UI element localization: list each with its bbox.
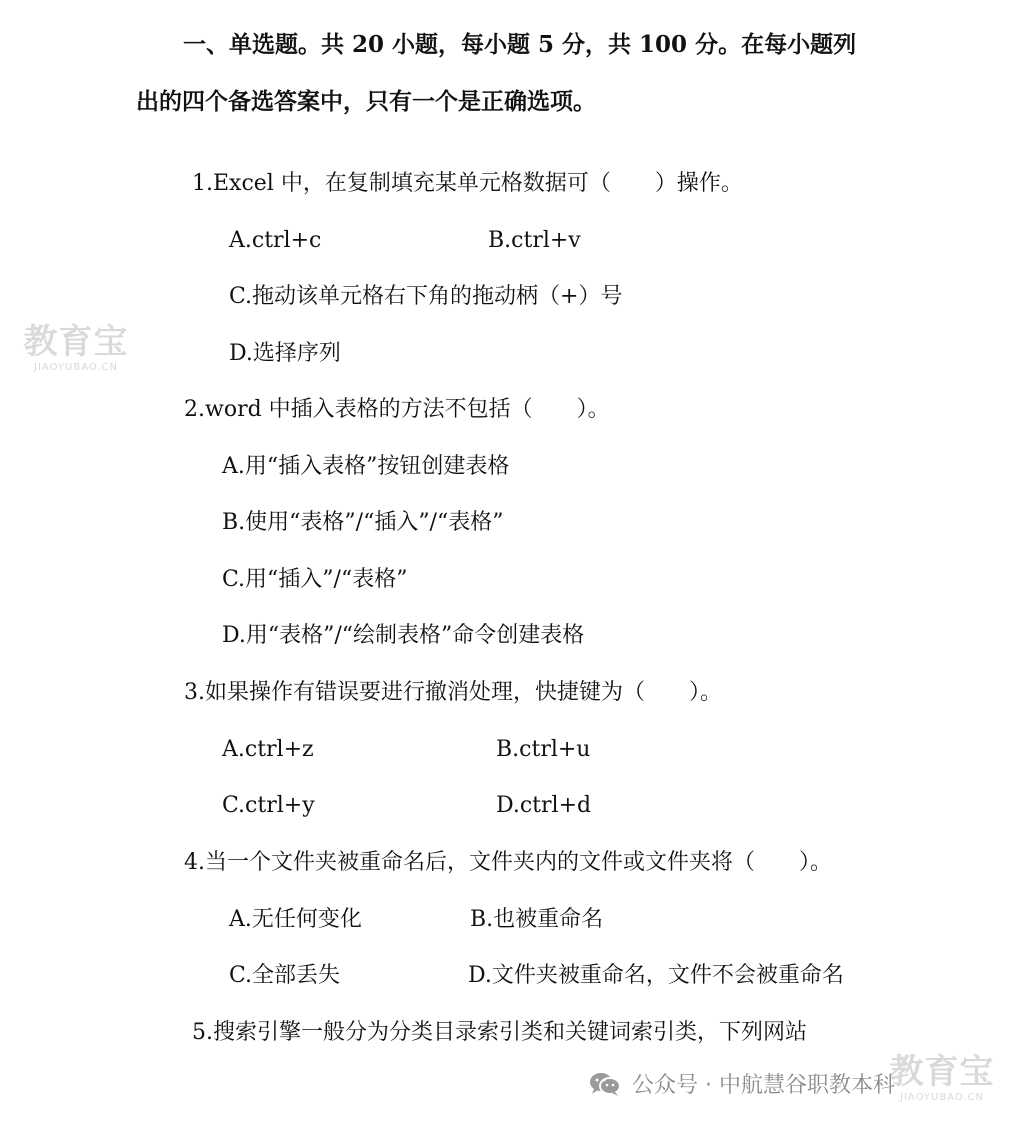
footer-text: 公众号 · 中航慧谷职教本科: [632, 1073, 895, 1098]
footer-account: [588, 1068, 895, 1099]
question-3-option-d: D.ctrl+d: [496, 793, 592, 818]
question-1-option-a: A.ctrl+c: [229, 228, 322, 253]
section-heading-line1: 一、单选题。共 20 小题，每小题 5 分，共 100 分。在每小题列: [183, 31, 857, 58]
watermark-url-text: JIAOYUBAO.CN: [900, 1092, 984, 1103]
question-4-option-d: D.文件夹被重命名，文件不会被重命名: [468, 963, 844, 988]
section-heading-line2: 出的四个备选答案中，只有一个是正确选项。: [136, 88, 596, 115]
question-2-option-d: D.用“表格”/“绘制表格”命令创建表格: [222, 623, 585, 648]
wechat-icon: [588, 1071, 622, 1097]
question-3-option-c: C.ctrl+y: [222, 793, 315, 818]
question-1-option-b: B.ctrl+v: [488, 228, 581, 253]
question-2-option-c: C.用“插入”/“表格”: [222, 567, 408, 592]
question-1-option-d: D.选择序列: [229, 341, 341, 366]
question-2-option-a: A.用“插入表格”按钮创建表格: [222, 454, 510, 479]
question-3-stem: 3.如果操作有错误要进行撤消处理，快捷键为（ ）。: [184, 680, 722, 705]
watermark-logo-text: 教育宝: [889, 1052, 995, 1092]
question-3-option-a: A.ctrl+z: [222, 737, 314, 762]
question-2-option-b: B.使用“表格”/“插入”/“表格”: [222, 510, 504, 535]
question-4-stem: 4.当一个文件夹被重命名后，文件夹内的文件或文件夹将（ ）。: [184, 850, 832, 875]
watermark-url-text: JIAOYUBAO.CN: [34, 362, 118, 373]
question-5-stem: 5.搜索引擎一般分为分类目录索引类和关键词索引类，下列网站: [192, 1020, 807, 1045]
question-1-stem: 1.Excel 中，在复制填充某单元格数据可（ ）操作。: [192, 171, 743, 196]
question-4-option-b: B.也被重命名: [470, 907, 604, 932]
question-1-option-c: C.拖动该单元格右下角的拖动柄（+）号: [229, 284, 623, 309]
question-4-option-a: A.无任何变化: [229, 907, 362, 932]
watermark-logo-right: [886, 1052, 998, 1104]
watermark-logo-text: 教育宝: [23, 322, 129, 362]
watermark-logo-left: [20, 322, 132, 374]
question-3-option-b: B.ctrl+u: [496, 737, 591, 762]
question-4-option-c: C.全部丢失: [229, 963, 341, 988]
question-2-stem: 2.word 中插入表格的方法不包括（ ）。: [184, 397, 610, 422]
